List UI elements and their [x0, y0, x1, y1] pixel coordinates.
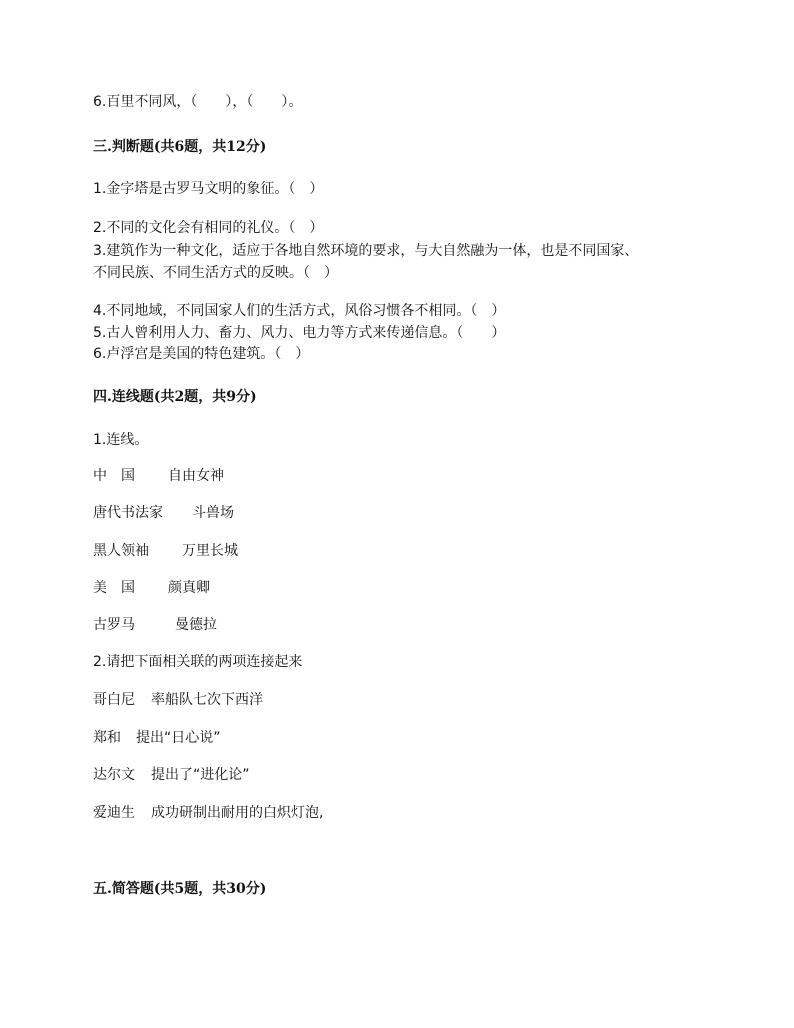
- match-row: [93, 729, 221, 747]
- match-row: [93, 467, 224, 485]
- match-left-item: 古罗马: [93, 617, 135, 633]
- fill-question-6: 6.百里不同风，（ ），（ ）。: [93, 94, 303, 110]
- judge-item-1: 1.金字塔是古罗马文明的象征。（ ）: [93, 181, 324, 197]
- match-row: [93, 616, 217, 634]
- match-left-item: 达尔文: [93, 767, 135, 783]
- match-right-item: 提出“日心说”: [136, 730, 221, 746]
- match-row: [93, 504, 234, 522]
- match-left-item: 美 国: [93, 580, 135, 596]
- match-left-item: 哥白尼: [93, 692, 135, 708]
- judge-item-4: 4.不同地域，不同国家人们的生活方式，风俗习惯各不相同。（ ）: [93, 303, 506, 319]
- match-left-item: 唐代书法家: [93, 505, 163, 521]
- match-right-item: 提出了“进化论”: [151, 767, 250, 783]
- match-left-item: 爱迪生: [93, 805, 135, 821]
- match-row: [93, 579, 210, 597]
- match-left-item: 郑和: [93, 730, 121, 746]
- judge-item-3-line-2: 不同民族、不同生活方式的反映。（ ）: [93, 265, 338, 281]
- section-5-title: 五.简答题(共5题，共30分): [93, 881, 267, 897]
- section-3-title: 三.判断题(共6题，共12分): [93, 139, 267, 155]
- section-4-title: 四.连线题(共2题，共9分): [93, 389, 257, 405]
- judge-item-6: 6.卢浮宫是美国的特色建筑。（ ）: [93, 346, 310, 362]
- match-row: [93, 804, 323, 822]
- judge-item-3-line-1: 3.建筑作为一种文化，适应于各地自然环境的要求，与大自然融为一体，也是不同国家、: [93, 243, 639, 259]
- match-left-item: 黑人领袖: [93, 543, 149, 559]
- match-question-1-title: 1.连线。: [93, 432, 149, 448]
- match-row: [93, 766, 250, 784]
- match-row: [93, 542, 238, 560]
- match-right-item: 曼德拉: [175, 617, 217, 633]
- match-row: [93, 691, 263, 709]
- match-right-item: 颜真卿: [168, 580, 210, 596]
- match-right-item: 自由女神: [168, 468, 224, 484]
- match-right-item: 万里长城: [182, 543, 238, 559]
- match-right-item: 率船队七次下西洋: [151, 692, 263, 708]
- match-question-2-title: 2.请把下面相关联的两项连接起来: [93, 654, 303, 670]
- match-left-item: 中 国: [93, 468, 135, 484]
- judge-item-5: 5.古人曾利用人力、畜力、风力、电力等方式来传递信息。（ ）: [93, 325, 506, 341]
- match-right-item: 斗兽场: [192, 505, 234, 521]
- judge-item-2: 2.不同的文化会有相同的礼仪。（ ）: [93, 220, 324, 236]
- match-right-item: 成功研制出耐用的白炽灯泡,: [151, 805, 324, 821]
